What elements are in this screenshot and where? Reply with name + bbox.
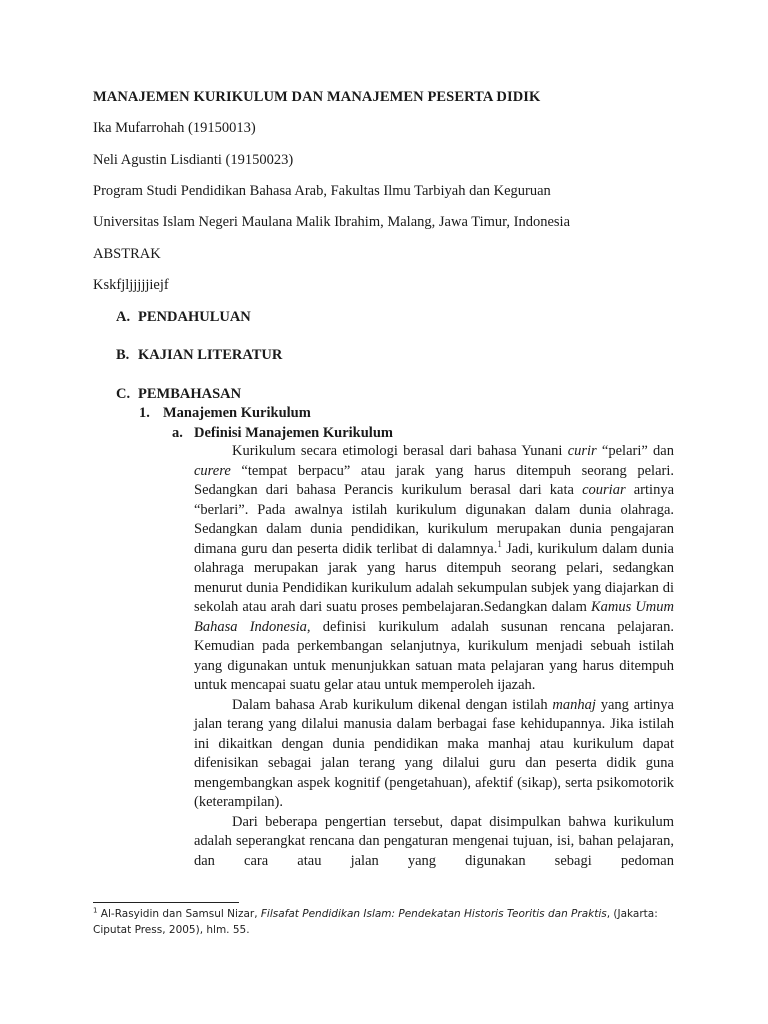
study-program: Program Studi Pendidikan Bahasa Arab, Fakultas Ilmu Tarbiyah dan Keguruan xyxy=(93,183,551,199)
subsection-heading-manajemen-kurikulum xyxy=(139,404,311,422)
section-number: A. xyxy=(116,309,131,325)
footnote-number: 1 xyxy=(93,906,98,915)
author-2: Neli Agustin Lisdianti (19150023) xyxy=(93,152,294,168)
footnote-separator xyxy=(93,902,239,903)
body-text xyxy=(194,442,674,871)
subsubsection-number: a. xyxy=(172,425,183,441)
abstract-heading: ABSTRAK xyxy=(93,246,161,262)
subsubsection-heading-definisi xyxy=(172,424,393,442)
section-heading-pembahasan xyxy=(116,385,241,403)
text-run: Kurikulum secara etimologi berasal dari bahasa Yunani xyxy=(232,443,568,459)
abstract-text: Kskfjljjjjjiejf xyxy=(93,277,169,293)
italic-term: Kamus Umum Bahasa Indonesia xyxy=(194,599,674,635)
subsection-number: 1. xyxy=(139,405,150,421)
paragraph-3: Dari beberapa pengertian tersebut, dapat disimpulkan bahwa kurikulum adalah seperangkat rencana dan pengaturan mengenai tujuan, isi, bahan pelajaran, dan cara atau jalan yang digunakan sebagi pedoman xyxy=(194,813,674,869)
subsection-label: Manajemen Kurikulum xyxy=(163,405,311,421)
footnote xyxy=(93,906,663,938)
footnote-reference[interactable]: 1 xyxy=(497,538,502,549)
author-1: Ika Mufarrohah (19150013) xyxy=(93,120,256,136)
section-heading-pendahuluan xyxy=(116,308,251,326)
footnote-text: Al-Rasyidin dan Samsul Nizar, xyxy=(97,908,261,920)
footnote-text: , (Jakarta: Ciputat Press, 2005), hlm. 55. xyxy=(93,908,658,936)
section-label: PENDAHULUAN xyxy=(138,309,251,325)
document-title: MANAJEMEN KURIKULUM DAN MANAJEMEN PESERTA DIDIK xyxy=(93,89,541,105)
text-run: Jadi, kurikulum dalam dunia olahraga merupakan jarak yang harus ditempuh seorang pelari, sedangkan menurut dunia Pendidikan kurikulum adalah sekumpulan subjek yang diajarkan di sekolah atau arah dari suatu proses pembelajaran.Sedangkan dalam xyxy=(194,540,674,615)
text-run: Dalam bahasa Arab kurikulum dikenal dengan istilah xyxy=(232,696,553,713)
italic-term: couriar xyxy=(582,482,626,498)
section-heading-kajian-literatur xyxy=(116,346,282,364)
text-run: “tempat berpacu” atau jarak yang harus ditempuh seorang pelari. Sedangkan dari bahasa Perancis kurikulum berasal dari kata xyxy=(194,462,674,498)
italic-term: curir xyxy=(567,443,597,459)
paragraph-2 xyxy=(194,696,674,813)
university: Universitas Islam Negeri Maulana Malik Ibrahim, Malang, Jawa Timur, Indonesia xyxy=(93,214,571,230)
subsubsection-label: Definisi Manajemen Kurikulum xyxy=(194,425,393,441)
paragraph-1 xyxy=(194,442,674,696)
text-run: , definisi kurikulum adalah susunan rencana pelajaran. Kemudian pada perkembangan selanjutnya, kurikulum menjadi sebuah istilah yang digunakan untuk menunjukkan satuan mata pelajaran yang harus ditempuh untuk mencapai suatu gelar atau untuk memperoleh ijazah. xyxy=(194,618,674,693)
italic-term: curere xyxy=(194,462,231,479)
text-run: “pelari” dan xyxy=(596,443,674,459)
text-run: artinya “berlari”. Pada awalnya istilah kurikulum digunakan dalam dunia olahraga. Sedangkan dalam dunia pendidikan, kurikulum merupakan dunia pengajaran dimana guru dan peserta didik terlibat di dalamnya. xyxy=(194,482,674,557)
section-label: PEMBAHASAN xyxy=(138,386,242,402)
section-number: B. xyxy=(116,347,130,363)
section-number: C. xyxy=(116,386,131,402)
section-label: KAJIAN LITERATUR xyxy=(138,347,283,363)
italic-term: manhaj xyxy=(552,696,596,713)
text-run: yang artinya jalan terang yang dilalui manusia dalam berbagai fase kehidupannya. Jika istilah ini dikaitkan dengan dunia pendidikan maka manhaj atau kurikulum dapat difenisikan sebagai jalan terang yang dilalui guru dan peserta didik guna mengembangkan aspek kognitif (pengetahuan), afektif (sikap), serta psikomotorik (keterampilan). xyxy=(194,696,674,810)
footnote-book-title: Filsafat Pendidikan Islam: Pendekatan Historis Teoritis dan Praktis xyxy=(260,908,607,920)
